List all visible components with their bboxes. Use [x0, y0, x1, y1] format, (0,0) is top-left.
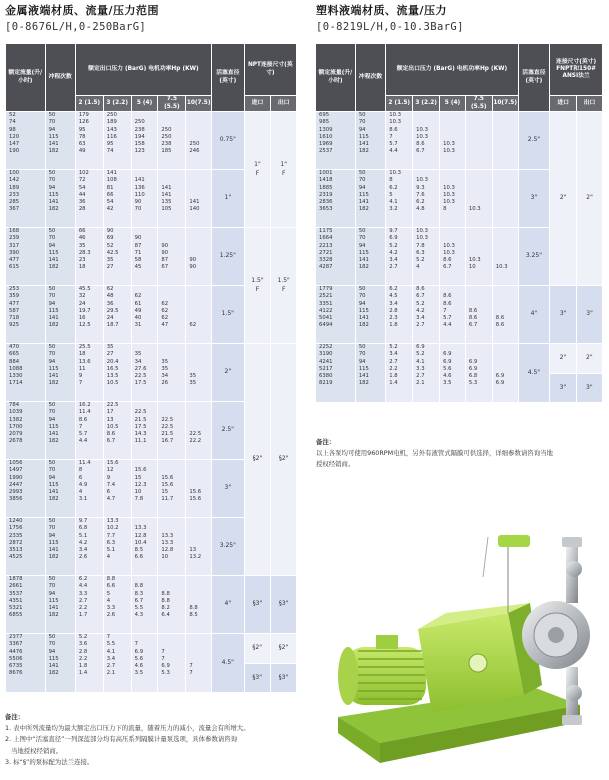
right-range: [0-8219L/H,0-10.3BarG]	[316, 21, 464, 33]
npt-size-cell: 1" F	[271, 112, 297, 228]
pressure-cell: 10.3 10.3 7.8 6.3 5.2 4	[413, 228, 440, 286]
pressure-cell: 10.3 10.3 10.3 8	[440, 170, 466, 228]
pressure-cell: 141 108 81 66 54 42	[103, 170, 131, 228]
flow-header: 额定流量(升/小时)	[316, 44, 356, 112]
stroke-header: 冲程次数	[45, 44, 75, 112]
pressure-cell: 7 7	[186, 634, 212, 693]
stroke-cell: 50 70 94 115 141 182	[45, 286, 75, 344]
pressure-cell: 16.2 11.4 8.6 7 5.7 4.4	[75, 402, 103, 460]
motor-col-2: 3 (2.2)	[413, 96, 440, 112]
pressure-cell: 22.5 21.5 17.5 14.3 11.1	[131, 402, 158, 460]
flow-cell: 100 142 189 233 285 367	[6, 170, 46, 228]
outlet-header: 出口	[577, 96, 603, 112]
pressure-cell: 22.5 22.5 21.5 16.7	[158, 402, 186, 460]
left-note-line: 1. 表中所列流量均为最大额定出口压力下的流量，随着压力的减小，流量会有所增大。	[5, 724, 250, 733]
pressure-cell: 5.2 3.4 2.7 2.2 1.8 1.4	[386, 344, 413, 403]
motor-col-3: 5 (4)	[440, 96, 466, 112]
pressure-cell: 15.6 15.6 15 11.7	[158, 460, 186, 518]
npt-size-cell: 1.5" F	[271, 228, 297, 344]
stroke-cell: 50 70 94 115 141 182	[45, 170, 75, 228]
pressure-cell: 250 246	[186, 112, 212, 170]
left-notes-title: 备注：	[5, 713, 25, 721]
npt-size-cell: §3"	[244, 576, 271, 634]
pressure-cell: 6.9 6.9	[492, 344, 518, 403]
pressure-cell: 13.3 12.8 10.4 8.5 6.6	[131, 518, 158, 576]
npt-header: NPT连接尺寸(英寸)	[244, 44, 296, 96]
pressure-cell: 8.8 8.3 6.7 5.5 4.3	[131, 576, 158, 634]
pressure-cell: 141 136 110 90 70	[131, 170, 158, 228]
motor-col-1: 2 (1.5)	[386, 96, 413, 112]
pressure-cell: 6.9 5.2 4.1 3.3 2.7 2.1	[413, 344, 440, 403]
pressure-cell: 7 5.5 4.1 3.4 2.7 2.1	[103, 634, 131, 693]
pressure-cell: 10.3 10	[465, 228, 492, 286]
flow-cell: 1056 1497 1990 2447 2993 3856	[6, 460, 46, 518]
left-range: [0-8676L/H,0-250BarG]	[5, 21, 147, 33]
pressure-header: 额定出口压力 (BarG) 电机功率Hp (KW)	[386, 44, 518, 96]
pressure-cell: 35 35 34 26	[158, 344, 186, 402]
pressure-cell	[492, 112, 518, 170]
pressure-cell: 35 34 27.6 22.5 17.5	[131, 344, 158, 402]
stroke-cell: 50 70 94 115 141 182	[45, 576, 75, 634]
left-note-line: 当地授权经销商。	[11, 746, 63, 755]
pressure-cell: 35 27 20.4 16.5 13.5 10.5	[103, 344, 131, 402]
pressure-cell: 8.6 8.6 6.7	[465, 286, 492, 344]
right-title: 塑料液端材质、流量/压力	[316, 4, 448, 17]
pressure-cell: 179 126 95 78 63 49	[75, 112, 103, 170]
pressure-cell: 8.8 8.5	[186, 576, 212, 634]
npt-size-cell: §2"	[244, 344, 271, 576]
flow-cell: 2377 3367 4476 5506 6735 8676	[6, 634, 46, 693]
piston-diameter-cell: 2.5"	[518, 112, 550, 170]
conn-header: 连接尺寸(英寸) FNPT和150# ANSI法兰	[550, 44, 603, 96]
pressure-cell: 25.5 18 13.6 11 9 7	[75, 344, 103, 402]
piston-diameter-cell: 1.25"	[212, 228, 245, 286]
stroke-cell: 50 70 94 115 141 182	[45, 344, 75, 402]
pressure-cell: 10.3 10.3 8.6 6.7	[440, 228, 466, 286]
pressure-cell: 9.7 6.9 5.2 4.2 3.4 2.7	[386, 228, 413, 286]
piston-diameter-cell: 1.5"	[212, 286, 245, 344]
pressure-cell: 90 87 71 58 45	[131, 228, 158, 286]
npt-size-cell: 1" F	[244, 112, 271, 228]
pressure-cell: 90 69 52 42.5 35 27	[103, 228, 131, 286]
piston-diameter-cell: 3"	[518, 170, 550, 228]
pressure-cell: 6.9 6.9 5.6 4.6 3.5	[440, 344, 466, 403]
pressure-cell: 13.3 13.3 12.8 10	[158, 518, 186, 576]
pressure-cell: 10.3	[465, 170, 492, 228]
motor-col-3: 5 (4)	[131, 96, 158, 112]
pressure-cell: 6.9 6.9 6.8 5.3	[465, 344, 492, 403]
pressure-header: 额定出口压力 (BarG) 电机功率Hp (KW)	[75, 44, 211, 96]
piston-diameter-cell: 3.25"	[212, 518, 245, 576]
pressure-cell: 10.3 10.3 8.6 7 5.7 4.4	[386, 112, 413, 170]
pressure-cell: 8.6 6.7 5.2 4.2 3.4 2.7	[413, 286, 440, 344]
pressure-cell: 10.3 8 6.2 5 4.1 3.2	[386, 170, 413, 228]
conn-size-cell: 3"	[577, 286, 603, 344]
metering-pump-machine-image	[318, 517, 604, 775]
pressure-cell	[465, 112, 492, 170]
pressure-cell: 250 189 143 116 95 74	[103, 112, 131, 170]
pressure-cell: 8.6 8.6 7 5.7 4.4	[440, 286, 466, 344]
pressure-cell: 90 90	[186, 228, 212, 286]
flow-cell: 1001 1418 1885 2319 2836 3653	[316, 170, 356, 228]
pressure-cell: 22.5 22.2	[186, 402, 212, 460]
flow-header: 额定流量(升/小时)	[6, 44, 46, 112]
pressure-cell: 5.2 3.6 2.8 2.2 1.8 1.4	[75, 634, 103, 693]
motor-col-1: 2 (1.5)	[75, 96, 103, 112]
outlet-header: 出口	[271, 96, 297, 112]
pressure-cell: 6.2 4.5 3.4 2.8 2.3 1.8	[386, 286, 413, 344]
pressure-cell: 13.3 10.2 7.7 6.3 5.1 4	[103, 518, 131, 576]
pressure-cell: 10.3	[492, 228, 518, 286]
piston-diameter-cell: 4"	[518, 286, 550, 344]
flow-cell: 695 985 1309 1610 1969 2537	[316, 112, 356, 170]
flow-cell: 168 239 317 390 477 615	[6, 228, 46, 286]
piston-diameter-cell: 2"	[212, 344, 245, 402]
pressure-cell: 7 7 6.9 5.3	[158, 634, 186, 693]
right-notes	[316, 437, 606, 471]
pressure-cell: 9.7 6.8 5.1 4.2 3.4 2.6	[75, 518, 103, 576]
pressure-cell: 22.5 17 13 10.5 8.6 6.7	[103, 402, 131, 460]
pressure-cell	[492, 170, 518, 228]
piston-diameter-cell: 0.75"	[212, 112, 245, 170]
flow-cell: 1240 1756 2335 2872 3513 4525	[6, 518, 46, 576]
flow-cell: 1779 2521 3351 4122 5041 6494	[316, 286, 356, 344]
inlet-header: 进口	[550, 96, 577, 112]
left-notes	[5, 712, 305, 768]
flow-cell: 1878 2661 3537 4351 5321 6855	[6, 576, 46, 634]
pressure-cell: 141 140	[186, 170, 212, 228]
diameter-header: 活塞直径(英寸)	[518, 44, 550, 112]
stroke-cell: 50 70 94 115 141 182	[355, 344, 385, 403]
stroke-cell: 50 70 94 115 141 182	[45, 634, 75, 693]
right-note-line: 以上各泵均可使用960RPM电机，另外有液管式隔膜可供选择，详细参数请咨询当地	[316, 449, 553, 458]
stroke-cell: 50 70 94 115 141 182	[45, 228, 75, 286]
right-note-line: 授权经销商。	[316, 460, 355, 469]
inlet-header: 进口	[244, 96, 271, 112]
pressure-cell: 62 48 36 29.5 24 18.7	[103, 286, 131, 344]
npt-size-cell: §2" §2" §3" §3"	[244, 634, 296, 693]
pressure-cell: 62 62 62 47	[158, 286, 186, 344]
flow-cell: 1175 1664 2213 2721 3328 4287	[316, 228, 356, 286]
stroke-cell: 50 70 94 115 141 182	[45, 460, 75, 518]
pressure-cell: 15.6 12 9 7.4 6 4.7	[103, 460, 131, 518]
metal-spec-table	[5, 43, 297, 693]
stroke-header: 冲程次数	[355, 44, 385, 112]
pressure-cell: 66 46 35 28.3 23 18	[75, 228, 103, 286]
pressure-cell: 6.2 4.4 3.3 2.7 2.2 1.7	[75, 576, 103, 634]
pressure-cell: 7 6.9 5.6 4.6 3.5	[131, 634, 158, 693]
piston-diameter-cell: 3"	[212, 460, 245, 518]
pressure-cell: 45.5 32 24 19.7 16 12.5	[75, 286, 103, 344]
stroke-cell: 50 70 94 115 141 182	[355, 228, 385, 286]
stroke-cell: 50 70 94 115 141 182	[45, 518, 75, 576]
left-note-line: 3. 标“§”的泵标配为法兰连接。	[5, 757, 94, 766]
flow-cell: 52 74 98 120 147 190	[6, 112, 46, 170]
npt-size-cell: §3"	[271, 576, 297, 634]
piston-diameter-cell: 4"	[212, 576, 245, 634]
diameter-header: 活塞直径(英寸)	[212, 44, 245, 112]
stroke-cell: 50 70 94 115 141 182	[355, 286, 385, 344]
pressure-cell: 8.6 8.6	[492, 286, 518, 344]
plastic-spec-table	[315, 43, 603, 403]
stroke-cell: 50 70 94 115 141 182	[355, 112, 385, 170]
piston-diameter-cell: 4.5"	[518, 344, 550, 403]
pressure-cell: 15.6 15.6	[186, 460, 212, 518]
pressure-cell: 10.3 10.3	[440, 112, 466, 170]
conn-size-cell: 2" 2" 3" 3"	[550, 344, 603, 403]
flow-cell: 2252 3190 4241 5217 6380 8219	[316, 344, 356, 403]
pressure-cell: 62 61 49 40 31	[131, 286, 158, 344]
motor-col-4: 7.5 (5.5)	[465, 96, 492, 112]
pressure-cell: 102 72 54 44 36 28	[75, 170, 103, 228]
pressure-cell: 13 13.2	[186, 518, 212, 576]
right-notes-title: 备注：	[316, 438, 336, 446]
pressure-cell: 35 35	[186, 344, 212, 402]
pressure-cell: 250 250 238 185	[158, 112, 186, 170]
left-note-line: 2. 上图中“活塞直径”一列深蓝部分均有高压系列隔膜计量泵选项，具体参数请咨询	[5, 735, 238, 744]
pressure-cell: 10.3 9.3 7.6 6.2 4.8	[413, 170, 440, 228]
stroke-cell: 50 70 94 115 141 182	[355, 170, 385, 228]
piston-diameter-cell: 2.5"	[212, 402, 245, 460]
flow-cell: 784 1039 1382 1700 2079 2678	[6, 402, 46, 460]
conn-size-cell: 2"	[550, 112, 577, 286]
pressure-cell: 250 238 194 158 123	[131, 112, 158, 170]
stroke-cell: 50 70 94 115 141 182	[45, 402, 75, 460]
motor-col-2: 3 (2.2)	[103, 96, 131, 112]
motor-col-4: 7.5 (5.5)	[158, 96, 186, 112]
piston-diameter-cell: 3.25"	[518, 228, 550, 286]
pressure-cell: 15.6 15 12.3 10 7.8	[131, 460, 158, 518]
pressure-cell: 10.3 10.3 8.6 6.7	[413, 112, 440, 170]
pressure-cell: 8.8 8.8 8.2 6.4	[158, 576, 186, 634]
pressure-cell: 141 141 135 105	[158, 170, 186, 228]
stroke-cell: 50 70 94 115 141 182	[45, 112, 75, 170]
flow-cell: 470 665 884 1088 1330 1714	[6, 344, 46, 402]
motor-col-5: 10(7.5)	[492, 96, 518, 112]
npt-size-cell: §2"	[271, 344, 297, 576]
flow-cell: 253 359 477 587 718 925	[6, 286, 46, 344]
conn-size-cell: 3"	[550, 286, 577, 344]
pressure-cell: 62	[186, 286, 212, 344]
left-title: 金属液端材质、流量/压力范围	[5, 4, 160, 17]
conn-size-cell: 2"	[577, 112, 603, 286]
pressure-cell: 8.8 6.6 5 4 3.3 2.6	[103, 576, 131, 634]
pressure-cell: 11.4 8 6 4.9 4 3.1	[75, 460, 103, 518]
piston-diameter-cell: 1"	[212, 170, 245, 228]
pressure-cell: 90 90 87 67	[158, 228, 186, 286]
piston-diameter-cell: 4.5"	[212, 634, 245, 693]
npt-size-cell: 1.5" F	[244, 228, 271, 344]
motor-col-5: 10(7.5)	[186, 96, 212, 112]
